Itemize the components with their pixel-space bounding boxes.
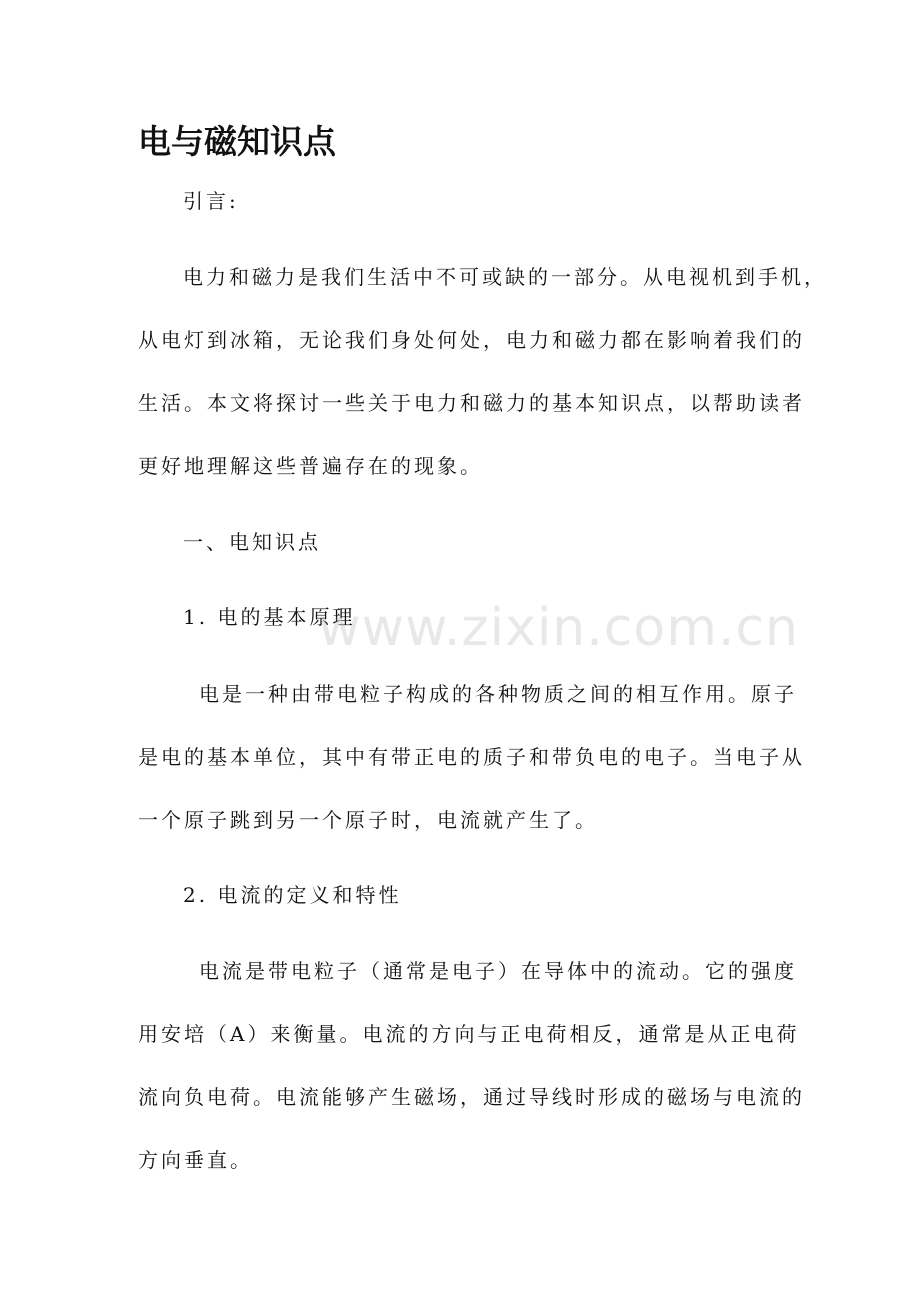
sub2-line-4: 方向垂直。 bbox=[138, 1148, 253, 1172]
intro-line-4: 更好地理解这些普遍存在的现象。 bbox=[138, 454, 483, 478]
sub1-line-1: 电是一种由带电粒子构成的各种物质之间的相互作用。原子 bbox=[199, 682, 797, 706]
intro-line-2: 从电灯到冰箱，无论我们身处何处，电力和磁力都在影响着我们的 bbox=[138, 328, 805, 352]
sub2-line-1: 电流是带电粒子（通常是电子）在导体中的流动。它的强度 bbox=[199, 959, 797, 983]
intro-line-1: 电力和磁力是我们生活中不可或缺的一部分。从电视机到手机， bbox=[183, 265, 827, 289]
sub1-line-2: 是电的基本单位，其中有带正电的质子和带负电的电子。当电子从 bbox=[138, 745, 805, 769]
sub2-line-2: 用安培（A）来衡量。电流的方向与正电荷相反，通常是从正电荷 bbox=[138, 1022, 800, 1046]
subsection-1-heading: 1. 电的基本原理 bbox=[183, 605, 356, 629]
intro-label: 引言: bbox=[183, 189, 239, 213]
intro-line-3: 生活。本文将探讨一些关于电力和磁力的基本知识点，以帮助读者 bbox=[138, 391, 805, 415]
document-title: 电与磁知识点 bbox=[138, 122, 336, 161]
section-1-heading: 一、电知识点 bbox=[183, 530, 321, 554]
subsection-2-heading: 2. 电流的定义和特性 bbox=[183, 883, 402, 907]
sub2-line-3: 流向负电荷。电流能够产生磁场，通过导线时形成的磁场与电流的 bbox=[138, 1085, 805, 1109]
sub1-line-3: 一个原子跳到另一个原子时，电流就产生了。 bbox=[138, 808, 598, 832]
watermark: www.zixin.com.cn bbox=[318, 598, 799, 658]
